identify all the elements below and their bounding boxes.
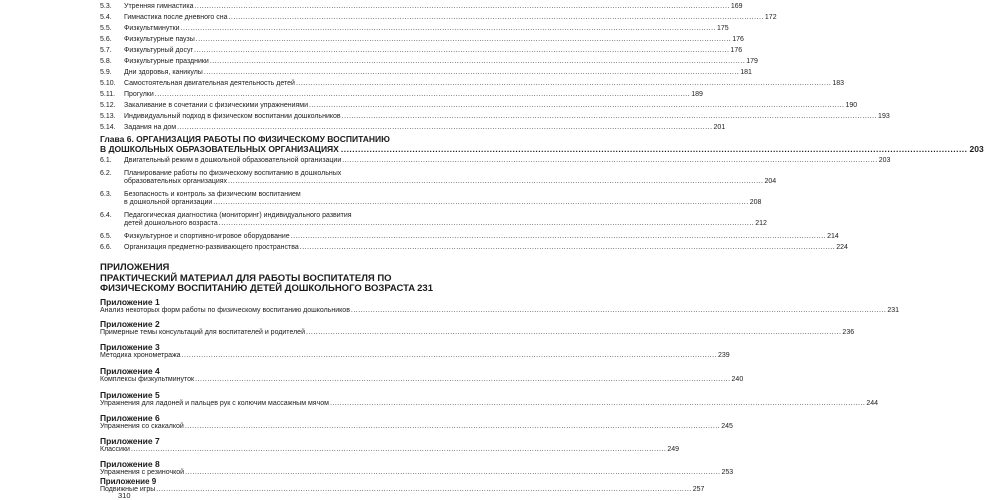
entry-number: 5.9. xyxy=(100,69,112,76)
dot-leader xyxy=(342,157,877,165)
dot-leader xyxy=(342,113,877,121)
entry-page: 214 xyxy=(827,233,839,240)
toc-entry-5-3 xyxy=(100,3,743,11)
dot-leader xyxy=(185,423,720,431)
entry-title: Подвижные игры xyxy=(100,486,156,493)
appendices-subtitle-line2: ФИЗИЧЕСКОМУ ВОСПИТАНИЮ ДЕТЕЙ ДОШКОЛЬНОГО ВОЗРАСТА xyxy=(100,283,416,294)
toc-entry-6-5 xyxy=(100,233,839,241)
entry-page: 212 xyxy=(755,220,767,227)
toc-entry-5-5 xyxy=(100,25,729,33)
entry-number: 6.5. xyxy=(100,233,112,240)
entry-page: 236 xyxy=(842,329,855,336)
toc-entry-5-12 xyxy=(100,102,858,110)
toc-entry-6-2 xyxy=(100,170,777,186)
appendix-9-entry xyxy=(100,486,705,494)
entry-page: 176 xyxy=(732,36,744,43)
toc-entry-5-14 xyxy=(100,124,726,132)
entry-title: Методика хронометража xyxy=(100,352,181,359)
entry-number: 6.6. xyxy=(100,244,112,251)
entry-number: 6.1. xyxy=(100,157,112,164)
entry-number: 6.3. xyxy=(100,191,112,198)
entry-number: 5.13. xyxy=(100,113,116,120)
dot-leader xyxy=(156,486,691,494)
entry-title: Прогулки xyxy=(124,91,154,98)
appendix-3-label: Приложение 3 xyxy=(100,342,160,352)
toc-entry-5-13 xyxy=(100,113,890,121)
entry-title-line1: Педагогическая диагностика (мониторинг) индивидуального развития xyxy=(124,212,352,219)
entry-title-line2: в дошкольной организации xyxy=(124,199,213,206)
dot-leader xyxy=(330,400,865,408)
toc-entry-6-6 xyxy=(100,244,848,252)
entry-page: 244 xyxy=(866,400,879,407)
entry-page: 193 xyxy=(878,113,890,120)
toc-entry-6-3 xyxy=(100,191,762,207)
entry-title: Физкультминутки xyxy=(124,25,180,32)
chapter-page: 203 xyxy=(969,144,984,154)
entry-title: Организация предметно-развивающего пространства xyxy=(124,244,299,251)
entry-page: 189 xyxy=(691,91,703,98)
entry-title-line1: Планирование работы по физическому воспитанию в дошкольных xyxy=(124,170,342,177)
entry-number: 5.4. xyxy=(100,14,112,21)
toc-entry-6-4 xyxy=(100,212,767,228)
toc-entry-5-11 xyxy=(100,91,703,99)
dot-leader xyxy=(204,69,739,77)
dot-leader xyxy=(131,446,666,454)
dot-leader xyxy=(228,14,763,22)
entry-title: Примерные темы консультаций для воспитателей и родителей xyxy=(100,329,305,336)
entry-title: Гимнастика после дневного сна xyxy=(124,14,228,21)
appendix-9-label: Приложение 9 xyxy=(100,477,157,486)
dot-leader xyxy=(185,469,720,477)
appendix-4-label: Приложение 4 xyxy=(100,366,160,376)
dot-leader xyxy=(300,244,835,252)
toc-entry-5-4 xyxy=(100,14,777,22)
dot-leader xyxy=(177,124,712,132)
toc-entry-6-1 xyxy=(100,157,891,165)
entry-page: 204 xyxy=(764,178,777,185)
entry-title-line2: детей дошкольного возраста xyxy=(124,220,218,227)
dot-leader xyxy=(194,3,729,11)
entry-number: 6.4. xyxy=(100,212,112,219)
appendix-6-label: Приложение 6 xyxy=(100,413,160,423)
appendix-2-entry xyxy=(100,329,855,337)
entry-page: 169 xyxy=(730,3,743,10)
entry-title: Упражнения для ладоней и пальцев рук с колючим массажным мячом xyxy=(100,400,329,407)
entry-title: Физкультурный досуг xyxy=(124,47,193,54)
chapter-title-line2: В ДОШКОЛЬНЫХ ОБРАЗОВАТЕЛЬНЫХ ОРГАНИЗАЦИЯХ xyxy=(100,144,339,154)
entry-page: 240 xyxy=(731,376,744,383)
entry-number: 5.7. xyxy=(100,47,112,54)
entry-page: 190 xyxy=(845,102,858,109)
entry-page: 175 xyxy=(717,25,729,32)
entry-title: Анализ некоторых форм работы по физическому воспитанию дошкольников xyxy=(100,307,350,314)
appendix-8-entry xyxy=(100,469,734,477)
appendices-subtitle-line1: ПРАКТИЧЕСКИЙ МАТЕРИАЛ ДЛЯ РАБОТЫ ВОСПИТАТЕЛЯ ПО xyxy=(100,272,392,284)
appendices-title: ПРИЛОЖЕНИЯ xyxy=(100,262,170,273)
chapter-6-heading xyxy=(100,134,984,154)
dot-leader xyxy=(341,144,968,154)
entry-title: Дни здоровья, каникулы xyxy=(124,69,203,76)
appendix-1-label: Приложение 1 xyxy=(100,297,160,307)
dot-leader xyxy=(228,178,763,186)
entry-number: 5.11. xyxy=(100,91,116,98)
entry-title: Упражнения с резиночкой xyxy=(100,469,185,476)
entry-number: 6.2. xyxy=(100,170,112,177)
toc-entry-5-8 xyxy=(100,58,758,66)
dot-leader xyxy=(213,199,748,207)
appendix-5-entry xyxy=(100,400,879,408)
entry-title: Двигательный режим в дошкольной образовательной организации xyxy=(124,157,342,164)
entry-page: 179 xyxy=(746,58,758,65)
dot-leader xyxy=(155,91,690,99)
entry-page: 181 xyxy=(740,69,752,76)
entry-page: 208 xyxy=(749,199,762,206)
dot-leader xyxy=(296,80,831,88)
dot-leader xyxy=(181,25,716,33)
appendix-2-label: Приложение 2 xyxy=(100,319,160,329)
entry-page: 203 xyxy=(878,157,891,164)
appendices-heading xyxy=(100,262,433,295)
toc-entry-5-9 xyxy=(100,69,752,77)
entry-title: Классики xyxy=(100,446,130,453)
entry-page: 183 xyxy=(832,80,845,87)
toc-entry-5-7 xyxy=(100,47,743,55)
entry-number: 5.10. xyxy=(100,80,116,87)
entry-title: Самостоятельная двигательная деятельность детей xyxy=(124,80,295,87)
entry-number: 5.5. xyxy=(100,25,112,32)
appendix-5-label: Приложение 5 xyxy=(100,390,160,400)
dot-leader xyxy=(309,102,844,110)
entry-title: Задания на дом xyxy=(124,124,177,131)
appendix-7-label: Приложение 7 xyxy=(100,436,160,446)
dot-leader xyxy=(219,220,754,228)
entry-page: 245 xyxy=(721,423,733,430)
entry-page: 231 xyxy=(887,307,900,314)
appendix-6-entry xyxy=(100,423,733,431)
entry-page: 201 xyxy=(713,124,726,131)
dot-leader xyxy=(291,233,826,241)
appendix-7-entry xyxy=(100,446,680,454)
entry-title: Физкультурные праздники xyxy=(124,58,209,65)
appendices-page: 231 xyxy=(417,283,433,294)
dot-leader xyxy=(210,58,745,66)
dot-leader xyxy=(195,376,730,384)
entry-title: Физкультурные паузы xyxy=(124,36,195,43)
entry-number: 5.14. xyxy=(100,124,116,131)
dot-leader xyxy=(196,36,731,44)
entry-page: 176 xyxy=(730,47,743,54)
entry-page: 239 xyxy=(718,352,730,359)
entry-title: Физкультурное и спортивно-игровое оборудование xyxy=(124,233,290,240)
entry-title: Утренняя гимнастика xyxy=(124,3,194,10)
entry-title-line2: образовательных организациях xyxy=(124,178,228,185)
appendix-4-entry xyxy=(100,376,744,384)
dot-leader xyxy=(194,47,729,55)
entry-title-line1: Безопасность и контроль за физическим воспитанием xyxy=(124,191,301,198)
entry-number: 5.6. xyxy=(100,36,112,43)
chapter-title-line1: Глава 6. ОРГАНИЗАЦИЯ РАБОТЫ ПО ФИЗИЧЕСКОМУ ВОСПИТАНИЮ xyxy=(100,134,390,144)
appendix-8-label: Приложение 8 xyxy=(100,459,160,469)
toc-entry-5-6 xyxy=(100,36,744,44)
entry-page: 257 xyxy=(692,486,705,493)
dot-leader xyxy=(351,307,886,315)
entry-number: 5.8. xyxy=(100,58,112,65)
appendix-1-entry xyxy=(100,307,900,315)
entry-page: 253 xyxy=(721,469,734,476)
dot-leader xyxy=(306,329,841,337)
entry-title: Упражнения со скакалкой xyxy=(100,423,184,430)
entry-page: 249 xyxy=(667,446,680,453)
dot-leader xyxy=(182,352,717,360)
entry-title: Комплексы физкультминуток xyxy=(100,376,195,383)
toc-entry-5-10 xyxy=(100,80,845,88)
entry-page: 172 xyxy=(764,14,777,21)
entry-title: Закаливание в сочетании с физическими упражнениями xyxy=(124,102,309,109)
entry-title: Индивидуальный подход в физическом воспитании дошкольников xyxy=(124,113,341,120)
entry-number: 5.12. xyxy=(100,102,116,109)
entry-page: 224 xyxy=(836,244,848,251)
entry-number: 5.3. xyxy=(100,3,112,10)
page-number: 310 xyxy=(118,491,131,500)
appendix-3-entry xyxy=(100,352,730,360)
